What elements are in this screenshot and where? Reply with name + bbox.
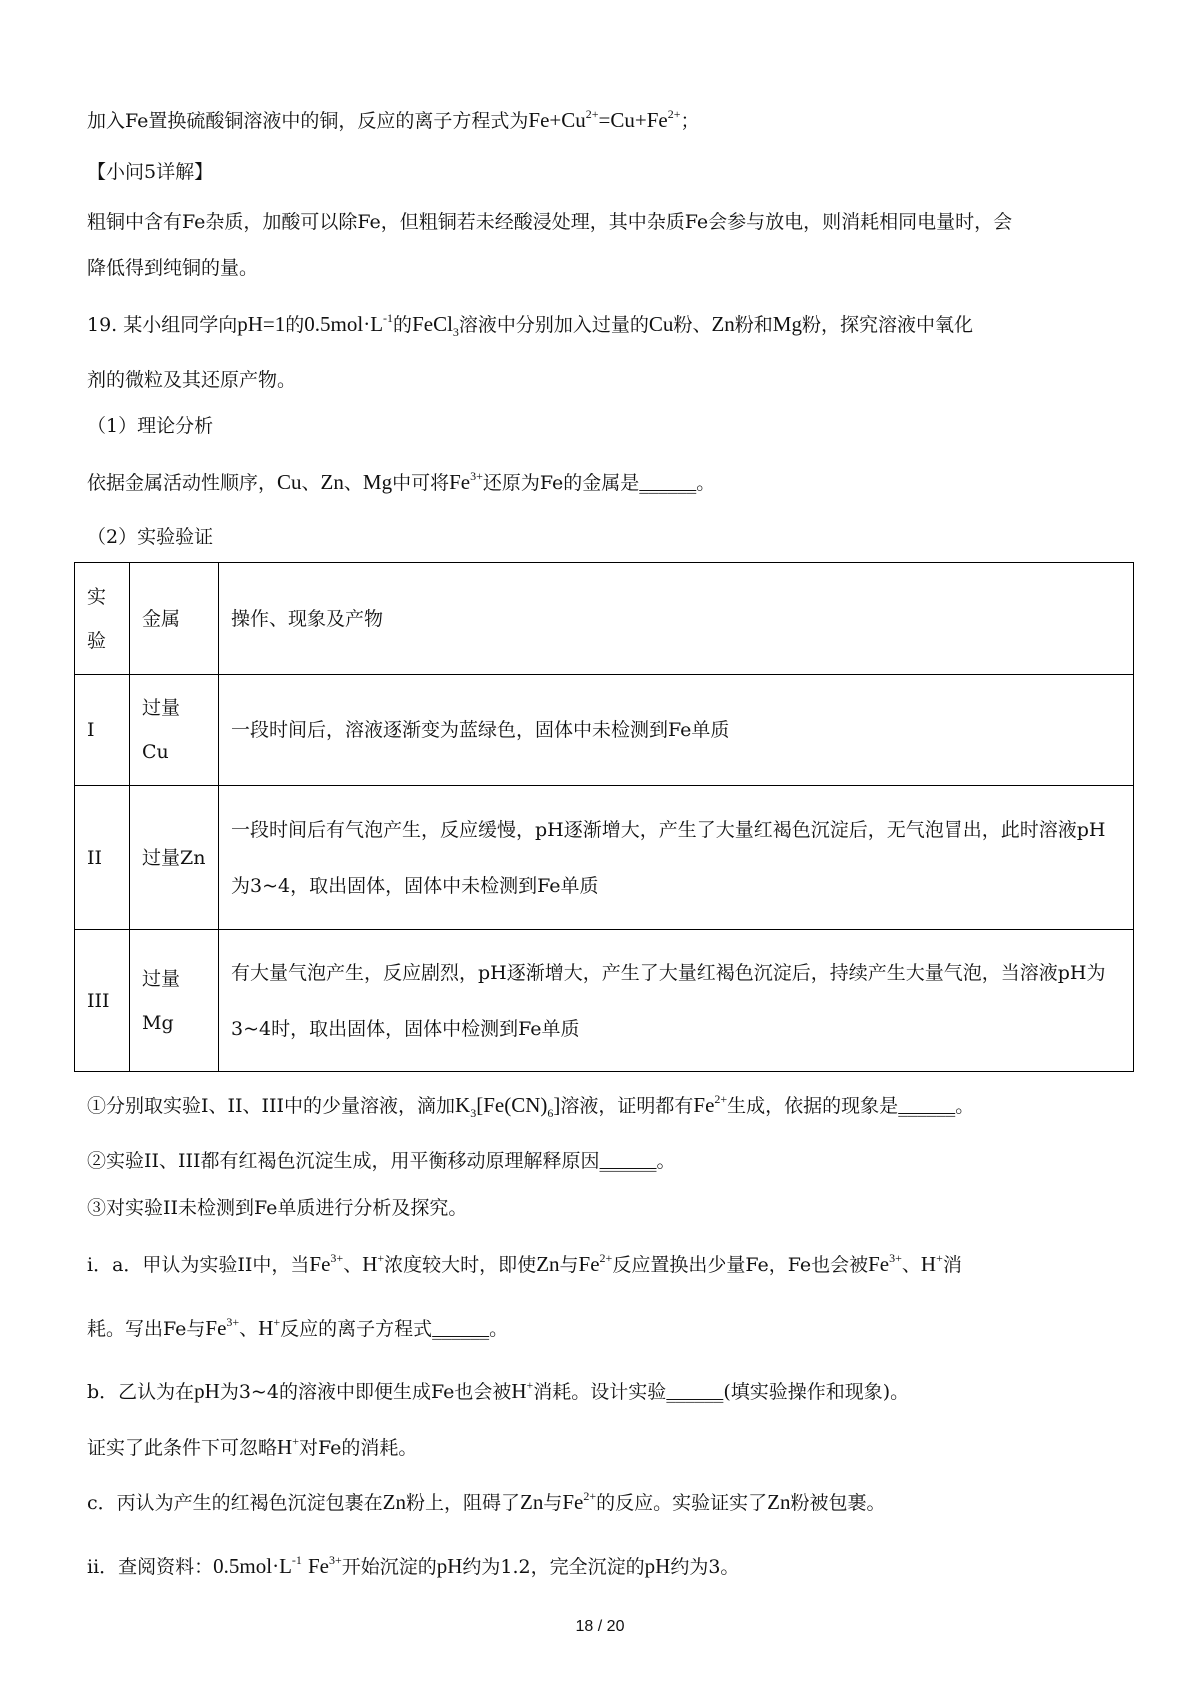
- formula-text: Zn: [382, 1490, 406, 1514]
- text-run: 降低得到纯铜的量。: [87, 257, 259, 279]
- text-run: （1）理论分析: [87, 415, 214, 437]
- text-run: i．a．甲认为实验II中，当: [87, 1254, 310, 1276]
- formula-text: Fe: [309, 1252, 331, 1276]
- formula-text: Zn: [767, 1490, 791, 1514]
- formula-text: Cu: [648, 312, 674, 336]
- subscript: 6: [547, 1106, 554, 1120]
- formula-text: Mg: [772, 312, 802, 336]
- superscript: +: [273, 1315, 281, 1329]
- formula-text: H: [258, 1316, 274, 1340]
- text-run: 19. 某小组同学向: [87, 314, 238, 336]
- metal-cell: 过量Mg: [130, 930, 219, 1072]
- table-header-row: [75, 563, 1134, 675]
- formula-text: pH: [436, 1554, 463, 1578]
- text-run: 粉和: [734, 314, 773, 336]
- superscript: -1: [383, 311, 394, 325]
- description-cell: 有大量气泡产生，反应剧烈，pH逐渐增大，产生了大量红褐色沉淀后，持续产生大量气泡，当溶液pH为3~4时，取出固体，固体中检测到Fe单质: [219, 930, 1134, 1072]
- text-run: 剂的微粒及其还原产物。: [87, 369, 297, 391]
- text-line: [87, 1435, 417, 1460]
- superscript: -1: [291, 1553, 302, 1567]
- table-row: [75, 930, 1134, 1072]
- text-run: 为3~4的溶液中即便生成Fe也会被: [219, 1381, 512, 1403]
- answer-blank: ______: [898, 1095, 956, 1117]
- text-run: 反应置换出少量Fe，Fe也会被: [612, 1254, 869, 1276]
- superscript: +: [936, 1251, 943, 1265]
- text-run: 、: [901, 1254, 921, 1276]
- text-run: 对Fe的消耗。: [298, 1437, 418, 1459]
- superscript: 3+: [226, 1315, 240, 1329]
- answer-blank: ______: [599, 1150, 657, 1172]
- formula-text: Fe: [578, 1252, 600, 1276]
- text-line: [87, 1149, 676, 1173]
- text-run: c．丙认为产生的红褐色沉淀包裹在: [87, 1492, 383, 1514]
- superscript: +: [292, 1434, 299, 1448]
- text-run: 、: [239, 1318, 259, 1340]
- text-run: ②实验II、III都有红褐色沉淀生成，用平衡移动原理解释原因: [87, 1150, 600, 1172]
- superscript: 3+: [889, 1251, 902, 1265]
- formula-text: 0.5mol·L: [213, 1554, 292, 1578]
- formula-text: K: [455, 1093, 471, 1117]
- text-run: 依据金属活动性顺序，: [87, 472, 278, 494]
- text-run: 、: [301, 472, 321, 494]
- text-line: [87, 312, 973, 337]
- formula-text: Fe+Cu: [528, 108, 586, 132]
- answer-blank: ______: [432, 1318, 490, 1340]
- text-line: [87, 368, 296, 392]
- superscript: 3+: [328, 1553, 342, 1567]
- text-run: 浓度较大时，即使: [384, 1254, 537, 1276]
- formula-text: Mg: [362, 470, 393, 494]
- text-run: b．乙认为在: [87, 1381, 195, 1403]
- superscript: 2+: [667, 107, 681, 121]
- text-run: 加入Fe置换硫酸铜溶液中的铜，反应的离子方程式为: [87, 110, 529, 132]
- formula-text: [Fe(CN): [476, 1093, 548, 1117]
- text-run: 粉上，阻碍了: [405, 1492, 520, 1514]
- text-run: ；: [680, 110, 700, 132]
- formula-text: pH=1: [237, 312, 286, 336]
- text-line: [87, 160, 213, 184]
- text-line: [87, 1196, 467, 1220]
- superscript: 2+: [599, 1251, 613, 1265]
- text-run: 、: [343, 1254, 363, 1276]
- text-line: [87, 470, 715, 495]
- formula-text: Zn: [711, 312, 735, 336]
- text-run: 中可将: [392, 472, 450, 494]
- header-cell: 实验: [75, 563, 130, 675]
- text-run: 约为1.2，完全沉淀的: [462, 1556, 645, 1578]
- text-run: 。: [656, 1150, 676, 1172]
- text-run: (填实验操作和现象)。: [723, 1381, 910, 1403]
- text-run: 。: [955, 1095, 975, 1117]
- text-line: [87, 210, 1012, 234]
- metal-cell: 过量Zn: [130, 786, 219, 930]
- text-run: 消耗。设计实验: [533, 1381, 667, 1403]
- formula-text: FeCl: [412, 312, 453, 336]
- superscript: 3+: [330, 1251, 344, 1265]
- text-run: 约为3。: [670, 1556, 740, 1578]
- text-run: 的反应。实验证实了: [596, 1492, 768, 1514]
- text-line: [87, 1316, 508, 1341]
- formula-text: H: [277, 1435, 293, 1459]
- superscript: 2+: [583, 1489, 597, 1503]
- text-line: [87, 1554, 739, 1579]
- text-line: [87, 256, 258, 280]
- text-run: 溶液，证明都有: [560, 1095, 694, 1117]
- formula-text: Fe: [868, 1252, 890, 1276]
- subscript: 3: [452, 325, 459, 339]
- superscript: +: [526, 1378, 534, 1392]
- text-run: （2）实验验证: [87, 526, 214, 548]
- experiment-id: I: [75, 675, 130, 786]
- text-run: 粗铜中含有Fe杂质，加酸可以除Fe，但粗铜若未经酸浸处理，其中杂质Fe会参与放电，则消耗相同电量时，会: [87, 211, 1013, 233]
- formula-text: pH: [194, 1379, 220, 1403]
- answer-blank: ______: [639, 472, 697, 494]
- metal-cell: 过量Cu: [130, 675, 219, 786]
- formula-text: =Cu+Fe: [598, 108, 668, 132]
- experiment-id: II: [75, 786, 130, 930]
- table-row: [75, 675, 1134, 786]
- formula-text: Zn: [520, 1490, 544, 1514]
- text-run: 证实了此条件下可忽略: [87, 1437, 278, 1459]
- text-line: [87, 1252, 962, 1277]
- text-run: 开始沉淀的: [341, 1556, 437, 1578]
- experiment-id: III: [75, 930, 130, 1072]
- header-cell: 金属: [130, 563, 219, 675]
- text-run: ①分别取实验I、II、III中的少量溶液，滴加: [87, 1095, 456, 1117]
- superscript: 2+: [585, 107, 599, 121]
- formula-text: ]: [553, 1093, 561, 1117]
- superscript: 2+: [714, 1092, 728, 1106]
- formula-text: Zn: [536, 1252, 560, 1276]
- text-run: 还原为Fe的金属是: [482, 472, 640, 494]
- text-line: [87, 1490, 885, 1515]
- formula-text: Fe: [449, 470, 471, 494]
- text-line: [87, 1093, 974, 1118]
- text-run: 的: [285, 314, 305, 336]
- text-run: 粉被包裹。: [790, 1492, 886, 1514]
- answer-blank: ______: [666, 1381, 724, 1403]
- formula-text: Fe: [205, 1316, 227, 1340]
- formula-text: H: [511, 1379, 527, 1403]
- table-row: [75, 786, 1134, 930]
- text-run: 反应的离子方程式: [280, 1318, 433, 1340]
- text-run: 耗。写出Fe与: [87, 1318, 206, 1340]
- subscript: 3: [470, 1106, 477, 1120]
- text-line: [87, 414, 213, 438]
- formula-text: Cu: [277, 470, 302, 494]
- header-cell: 操作、现象及产物: [219, 563, 1134, 675]
- text-run: 。: [489, 1318, 509, 1340]
- text-run: 生成，依据的现象是: [727, 1095, 899, 1117]
- text-run: 粉、: [673, 314, 712, 336]
- text-line: [87, 1379, 909, 1404]
- superscript: 3+: [470, 469, 483, 483]
- text-run: 、: [343, 472, 363, 494]
- text-run: 。: [696, 472, 716, 494]
- formula-text: Fe: [562, 1490, 584, 1514]
- text-run: ③对实验II未检测到Fe单质进行分析及探究。: [87, 1197, 468, 1219]
- formula-text: Fe: [693, 1093, 715, 1117]
- formula-text: Fe: [307, 1554, 329, 1578]
- formula-text: pH: [644, 1554, 671, 1578]
- text-run: 粉，探究溶液中氧化: [801, 314, 973, 336]
- formula-text: Zn: [320, 470, 344, 494]
- experiment-table: [74, 562, 1134, 1072]
- text-run: 溶液中分别加入过量的: [458, 314, 649, 336]
- text-run: 与: [543, 1492, 563, 1514]
- formula-text: 0.5mol·L: [304, 312, 384, 336]
- text-run: ii．查阅资料：: [87, 1556, 214, 1578]
- formula-text: H: [362, 1252, 378, 1276]
- text-run: 消: [942, 1254, 962, 1276]
- text-run: 【小问5详解】: [87, 161, 214, 183]
- superscript: +: [377, 1251, 385, 1265]
- text-line: [87, 525, 213, 549]
- formula-text: H: [920, 1252, 937, 1276]
- text-line: [87, 108, 700, 133]
- description-cell: 一段时间后有气泡产生，反应缓慢，pH逐渐增大，产生了大量红褐色沉淀后，无气泡冒出，此时溶液pH为3~4，取出固体，固体中未检测到Fe单质: [219, 786, 1134, 930]
- text-run: 的: [393, 314, 413, 336]
- description-cell: 一段时间后，溶液逐渐变为蓝绿色，固体中未检测到Fe单质: [219, 675, 1134, 786]
- page-number: 18 / 20: [575, 1618, 625, 1635]
- text-run: 与: [559, 1254, 579, 1276]
